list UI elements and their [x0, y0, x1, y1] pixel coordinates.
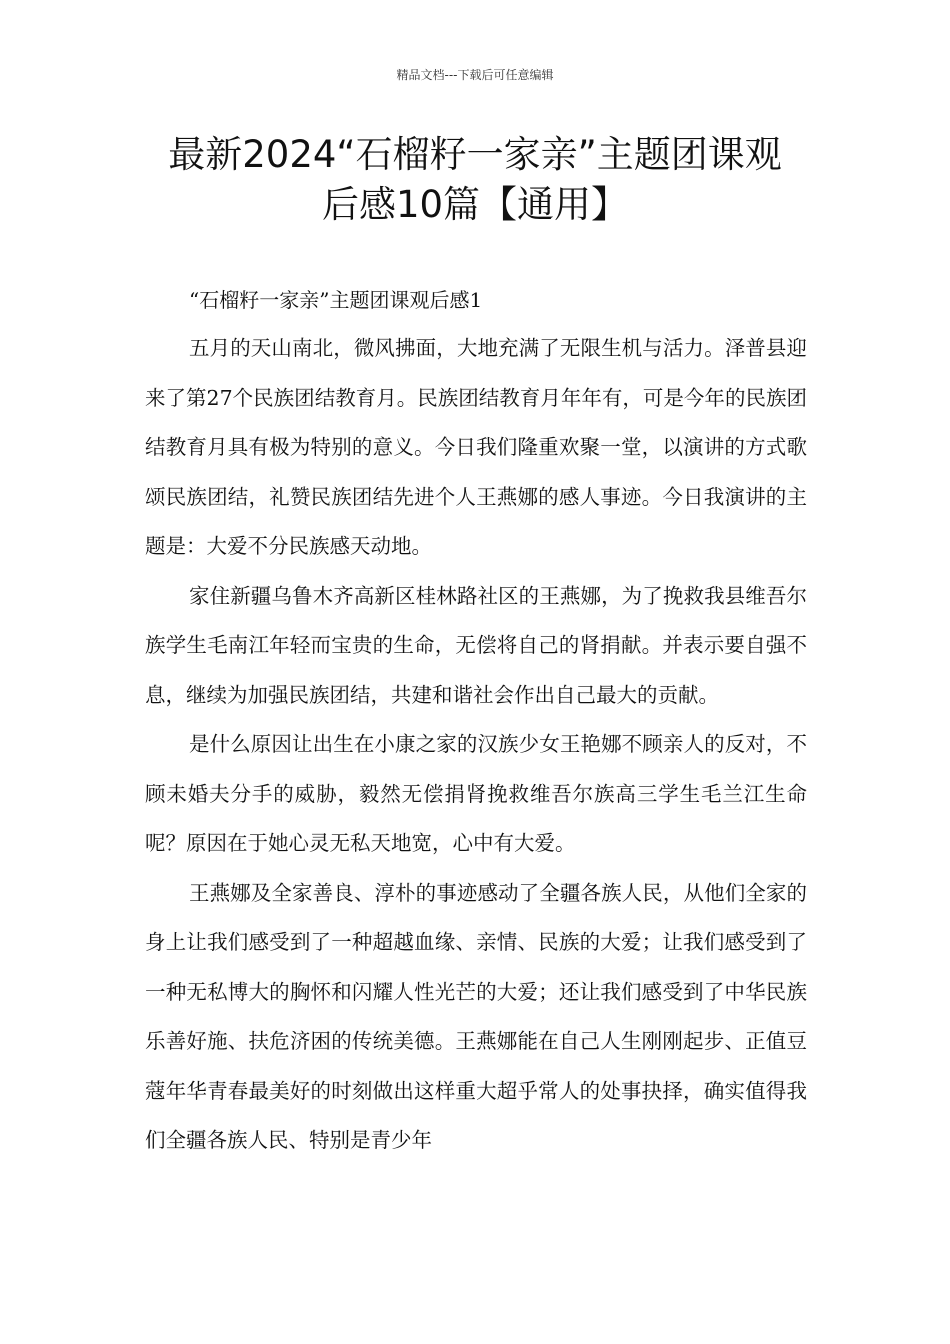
title-line-1: 最新2024“石榴籽一家亲”主题团课观 [168, 133, 782, 176]
header-note: 精品文档---下载后可任意编辑 [396, 68, 554, 82]
paragraph-4: 王燕娜及全家善良、淳朴的事迹感动了全疆各族人民，从他们全家的身上让我们感受到了一种超越血缘、亲情、民族的大爱；让我们感受到了一种无私博大的胸怀和闪耀人性光芒的大爱；还让我们感受到了中华民族乐善好施、扶危济困的传统美德。王燕娜能在自己人生刚刚起步、正值豆蔻年华青春最美好的时刻做出这样重大超乎常人的处事抉择，确实值得我们全疆各族人民、特别是青少年 [145, 880, 807, 1152]
title-line-2: 后感10篇【通用】 [321, 183, 629, 226]
paragraph-1: 五月的天山南北，微风拂面，大地充满了无限生机与活力。泽普县迎来了第27个民族团结教育月。民族团结教育月年年有，可是今年的民族团结教育月具有极为特别的意义。今日我们隆重欢聚一堂，以演讲的方式歌颂民族团结，礼赞民族团结先进个人王燕娜的感人事迹。今日我演讲的主题是：大爱不分民族感天动地。 [145, 336, 807, 558]
document-title [140, 130, 810, 230]
paragraph-3: 是什么原因让出生在小康之家的汉族少女王艳娜不顾亲人的反对，不顾未婚夫分手的威胁，毅然无偿捐肾挽救维吾尔族高三学生毛兰江生命呢？原因在于她心灵无私天地宽，心中有大爱。 [145, 732, 807, 855]
document-body [145, 283, 807, 1166]
section-heading: “石榴籽一家亲”主题团课观后感1 [189, 288, 483, 312]
paragraph-2: 家住新疆乌鲁木齐高新区桂林路社区的王燕娜，为了挽救我县维吾尔族学生毛南江年轻而宝贵的生命，无偿将自己的肾捐献。并表示要自强不息，继续为加强民族团结，共建和谐社会作出自己最大的贡献。 [145, 583, 807, 707]
